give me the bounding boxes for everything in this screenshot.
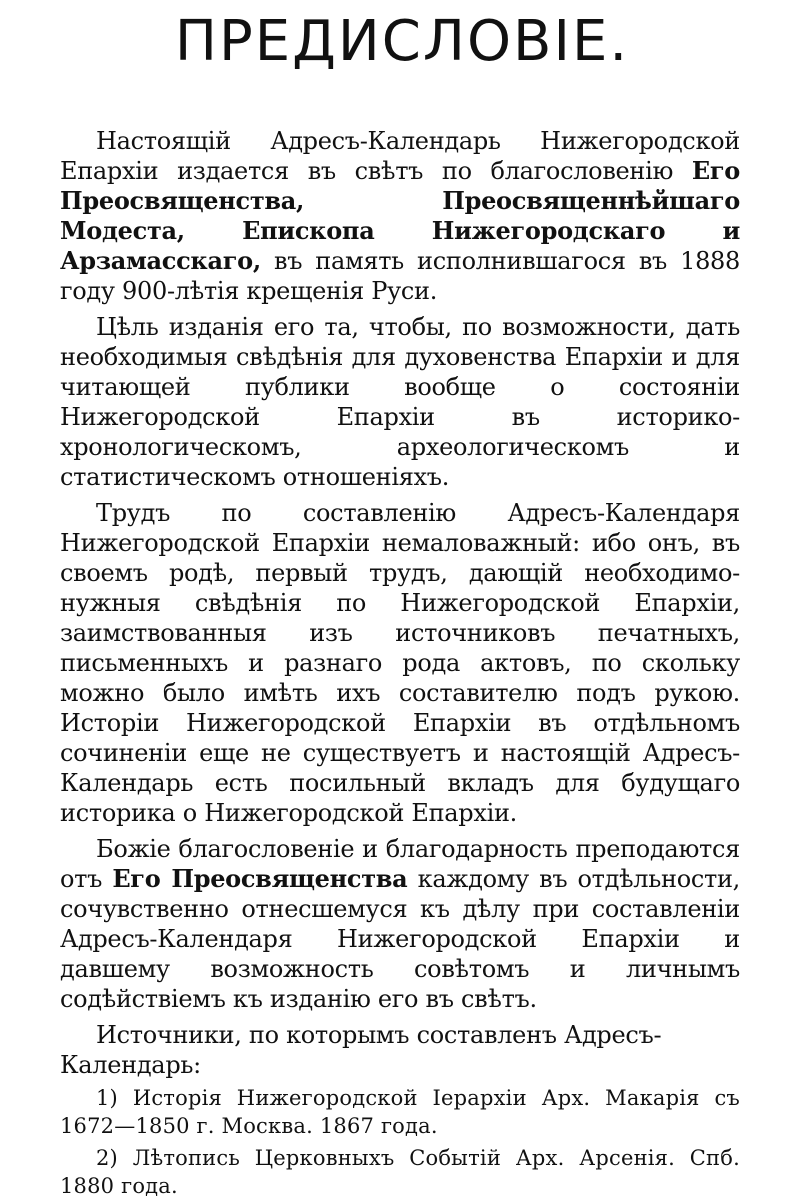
source-text: Лѣтопись Церковныхъ Событій Арх. Арсенія. Спб. 1880 года. [60, 1146, 740, 1198]
paragraph [60, 834, 740, 1014]
source-item [60, 1084, 740, 1140]
paragraph [60, 126, 740, 306]
preface-text [60, 126, 740, 1014]
text-segment: въ память исполнившагося въ 1888 году 900-лѣтія крещенія Руси. [60, 247, 740, 305]
source-number: 1) [96, 1086, 133, 1110]
source-item [60, 1144, 740, 1200]
paragraph [60, 312, 740, 492]
text-segment: Цѣль изданія его та, чтобы, по возможности, дать необходимыя свѣдѣнія для духовенства Епархіи и для читающей публики вообще о состояніи Нижегородской Епархіи въ историко-хронологическомъ, археологическомъ и статистическомъ отношеніяхъ. [60, 313, 740, 491]
text-segment: Божіе благословеніе и благодарность преподаются отъ [60, 835, 740, 893]
sources-heading: Источники, по которымъ составленъ Адресъ-Календарь: [60, 1021, 662, 1079]
document-body [60, 126, 740, 1204]
page-title: ПРЕДИСЛОВІЕ. [174, 9, 630, 74]
paragraph [60, 498, 740, 828]
sources-list [60, 1084, 740, 1200]
source-text: Исторія Нижегородской Іерархіи Арх. Макарія съ 1672—1850 г. Москва. 1867 года. [60, 1086, 740, 1138]
bold-text-segment: Его Преосвященства, Преосвященнѣйшаго Модеста, Епископа Нижегородскаго и Арзамасскаго, [60, 156, 740, 275]
source-number: 2) [96, 1146, 133, 1170]
text-segment: каждому въ отдѣльности, сочувственно отнесшемуся къ дѣлу при составленіи Адресъ-Календаря Нижегородской Епархіи и давшему возможность совѣтомъ и личнымъ содѣйствіемъ къ изданію его въ свѣтъ. [60, 865, 740, 1013]
text-segment: Настоящій Адресъ-Календарь Нижегородской Епархіи издается въ свѣтъ по благословенію [60, 127, 740, 185]
text-segment: Трудъ по составленію Адресъ-Календаря Нижегородской Епархіи немаловажный: ибо онъ, въ своемъ родѣ, первый трудъ, дающій необходимо-нужныя свѣдѣнія по Нижегородской Епархіи, заимствованныя изъ источниковъ печатныхъ, письменныхъ и разнаго рода актовъ, по скольку можно было имѣть ихъ составителю подъ рукою. Исторіи Нижегородской Епархіи въ отдѣльномъ сочиненіи еще не существуетъ и настоящій Адресъ-Календарь есть посильный вкладъ для будущаго историка о Нижегородской Епархіи. [60, 499, 740, 827]
bold-text-segment: Его Преосвященства [112, 864, 408, 893]
